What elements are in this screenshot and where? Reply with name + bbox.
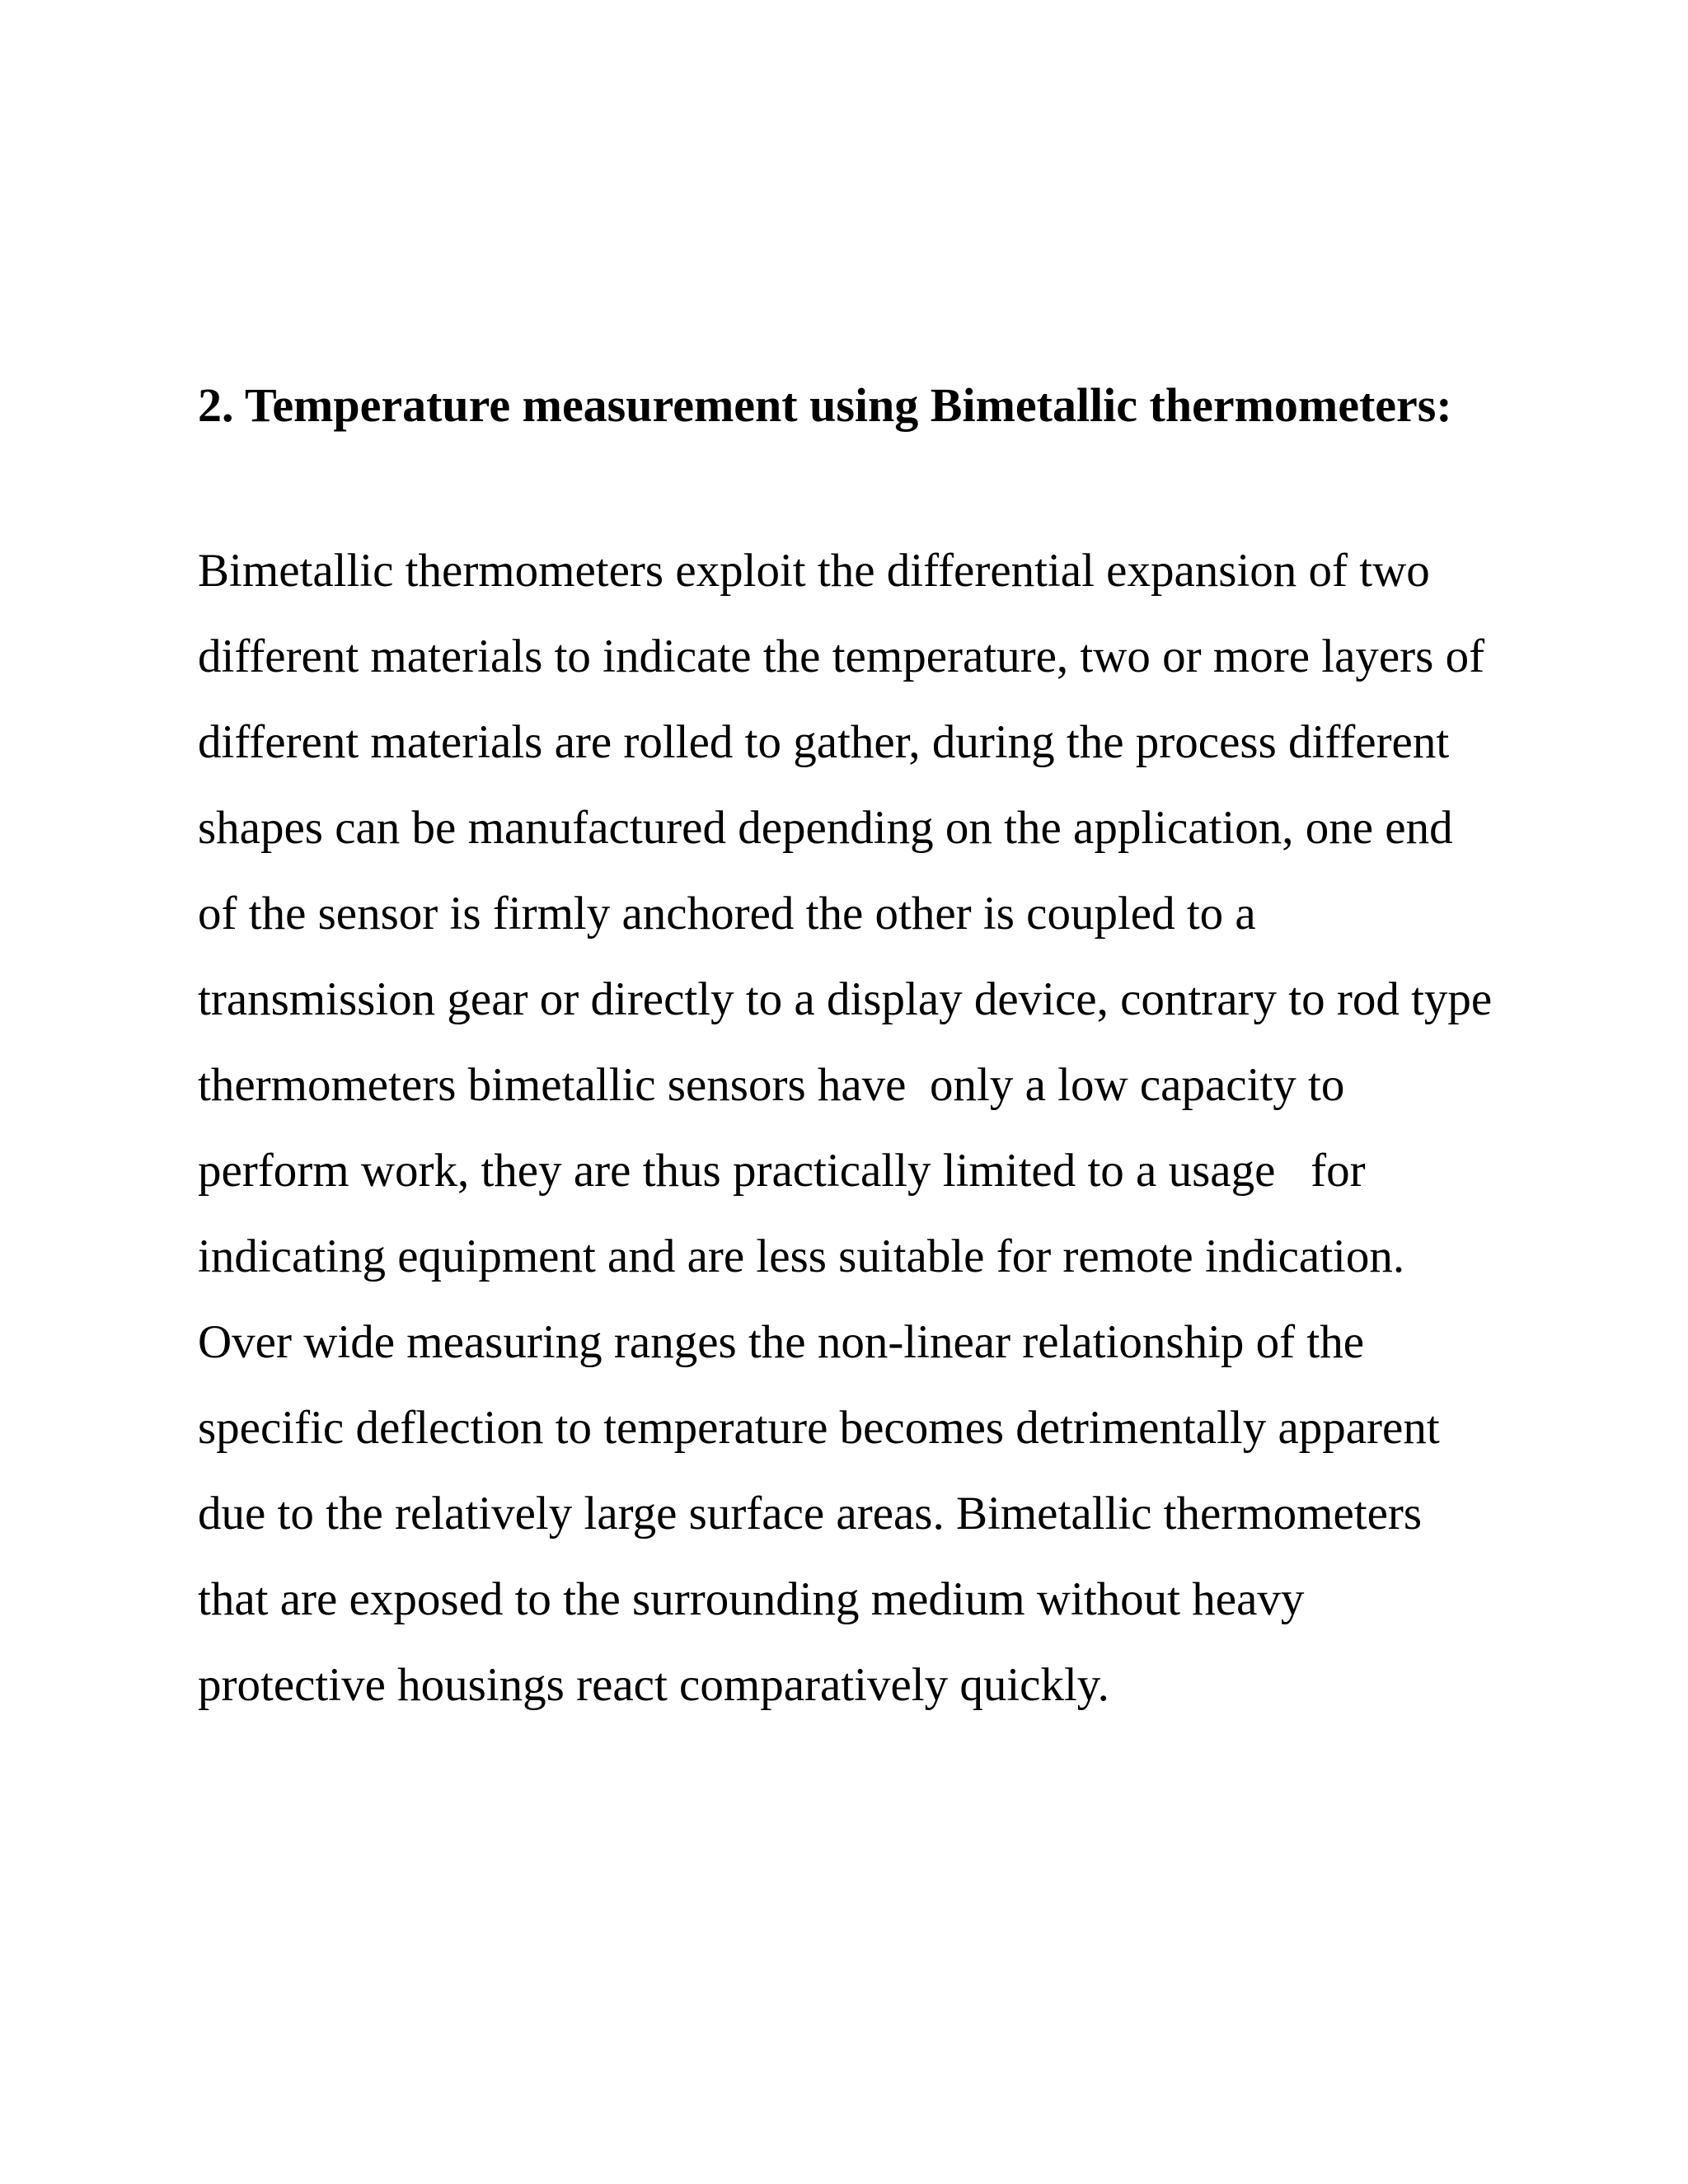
paragraph-line: transmission gear or directly to a display device, contrary to rod type: [198, 973, 1493, 1025]
paragraph-line: specific deflection to temperature becomes detrimentally apparent: [198, 1402, 1440, 1454]
paragraph-line: different materials to indicate the temperature, two or more layers of: [198, 630, 1485, 682]
section-heading: 2. Temperature measurement using Bimetallic thermometers:: [198, 378, 1452, 432]
paragraph-line: thermometers bimetallic sensors have only a low capacity to: [198, 1059, 1345, 1111]
paragraph-line: that are exposed to the surrounding medium without heavy: [198, 1573, 1305, 1625]
paragraph-line: Over wide measuring ranges the non-linear relationship of the: [198, 1316, 1365, 1368]
paragraph-line: indicating equipment and are less suitable for remote indication.: [198, 1230, 1405, 1282]
paragraph-line: different materials are rolled to gather, during the process different: [198, 716, 1450, 768]
paragraph-line: perform work, they are thus practically limited to a usage for: [198, 1145, 1366, 1197]
paragraph-line: protective housings react comparatively quickly.: [198, 1659, 1109, 1711]
paragraph-line: Bimetallic thermometers exploit the differential expansion of two: [198, 545, 1430, 597]
paragraph-line: shapes can be manufactured depending on the application, one end: [198, 802, 1453, 854]
body-paragraph: [198, 538, 1492, 1738]
paragraph-line: of the sensor is firmly anchored the other is coupled to a: [198, 888, 1256, 940]
paragraph-line: due to the relatively large surface areas. Bimetallic thermometers: [198, 1488, 1423, 1540]
